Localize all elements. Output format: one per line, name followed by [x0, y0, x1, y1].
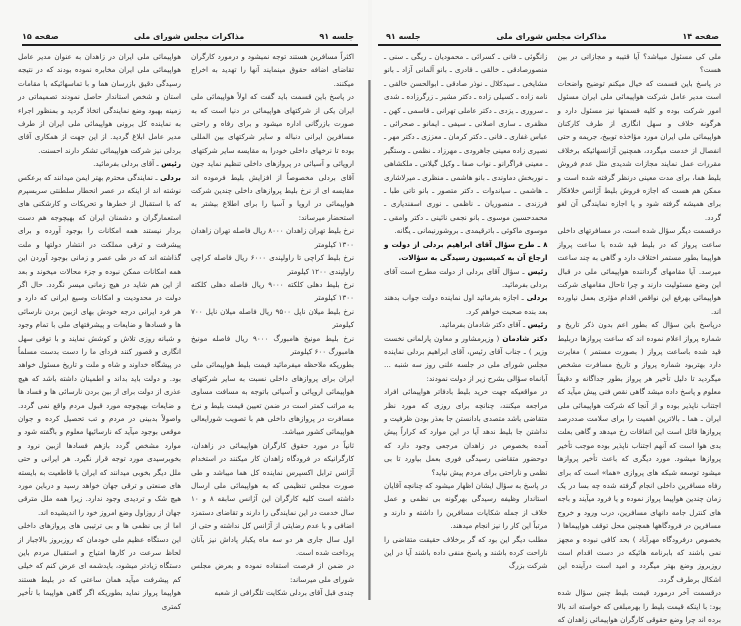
paragraph [384, 318, 548, 331]
paragraph-text: در پاسخ به سؤال ایشان اظهار میشود که چنانچه آقایان استاندار وظیفه رسیدگی بهرگونه بی نظمی و عمل خلاف از جمله شکایات مسافرین را داشته و دارند و مرتباً این کار را نیز انجام میدهند. [384, 481, 548, 531]
paragraph [18, 171, 181, 520]
right-page [372, 0, 741, 625]
paragraph [384, 385, 548, 479]
session-label: جلسه ۹۱ [386, 31, 421, 41]
paragraph [191, 90, 354, 224]
paragraph [558, 224, 722, 318]
paragraph-text: نرخ بلیط میلان ناپل ۹۵۰۰ ریال فاصله میلان ناپل ۷۰۰ کیلومتر [191, 306, 354, 330]
paragraph-text: چندی قبل آقای بردلی شکایت تلگرافی از شعبه [214, 588, 354, 598]
paragraph-text: اما از بی نظمی ها و بی ترتیبی های پروازهای داخلی این دستگاه عظیم ملی خودمان که روزبروز بالاجبار از لحاظ سرعت در کارها امتیاج و استقبال مردم باین دستگاه زیادتر میشود، بایدشمه ای عرض کنم که خیلی کم پیشرفت میآید همان ساعتی که در بلیط هستند هواپیما پرواز نماید بطوریکه اگر گاهی هواپیما با تأخیر کمتری [18, 521, 181, 611]
page-number: صفحه ۱۵ [22, 31, 59, 41]
paragraph-text: درپاسخ باین سؤال که بطور اعم بدون ذکر تاریخ و شماره پرواز اعلام نموده اند که ساعت پروازها دربلیط قید شده باساعت پرواز ( بصورت مستمر ) مغایرت دارد بهتربود شماره پرواز و تاریخ مسافرت مشخص میگردید تا دلیل تأخیر هر پرواز بطور جداگانه و دقیقاً معلوم و پاسخ داده میشد گاهی نقص فنی پیش میآید که اجتناب ناپذیر بوده و از آنجا که شرکت هواپیمائی ملی ایران ـ هما ـ بالاترین اهمیت را برای سلامت صددرصد پروازها قائل است این اتفاقات رخ میدهد و گاهی بعلت بدی هوا است که آنهم اجتناب ناپذیر بوده موجب تأخیر پروازها میشود. مورد دیگری که باعث تأخیر پروازها میشود توسعه شبکه های پروازی «هما» است که برای رفاه مسافرین داخلی انجام گرفته شده چه بسا در یک زمان چندین هواپیما پرواز نموده و یا فرود میآیند و باجه های کنترل جامه دانهای مسافرین، درب ورود و خروج مسافرین در فرودگاهها همچنین محل توقف هواپیماها ( بخصوص درفرودگاه مهرآباد ) بحد کافی نبوده و مجهز نمی باشند که بابرنامه هائیکه در دست اقدام است روزبروز وضع بهتر میگردد و امید است درآینده این اشکال برطرف گردد. [557, 320, 721, 584]
paragraph-text: ـ سؤال آقای بردلی از دولت مطرح است آقای بردلی بفرمائید. [384, 266, 548, 289]
left-page-header [22, 28, 354, 44]
paragraph [191, 332, 354, 359]
paragraph [384, 291, 548, 318]
running-title: مذاکرات مجلس شورای ملی [496, 31, 607, 41]
right-page-header [386, 28, 719, 44]
paragraph-text: بطوریکه ملاحظه میفرمائید قیمت بلیط هواپیمائی ملی ایران برای پروازهای داخلی نسبت به سایر شرکتهای هواپیمائی اروپائی و آسیائی باتوجه به مسافت مساوی به مراتب کمتر است در ضمن تعیین قیمت بلیط و نرخ مسافرت در پروازهای داخلی هم با تصویب شورایعالی هواپیمائی کشور میباشد. [191, 360, 354, 437]
left-page-columns [18, 50, 355, 611]
paragraph-text: ـ اجازه بفرمائید اول نماینده دولت جواب بدهند بعد بنده صحبت خواهم کرد. [384, 293, 548, 316]
paragraph-text: در ضمن از فرصت استفاده نموده و بعرض مجلس شورای ملی میرساند: [191, 561, 354, 584]
paragraph [191, 224, 354, 251]
right-page-left-column [557, 50, 722, 625]
paragraph [191, 559, 354, 586]
running-title: مذاکرات مجلس شورای ملی [133, 31, 245, 41]
paragraph-text: اکثراً مسافرین هستند توجه نمیشود و درمورد کارگران تقاضای اضافه حقوق مینمایند آنها را تهدید به اخراج میکنند. [191, 52, 354, 88]
book-spine [368, 80, 371, 600]
paragraph-text: زانگوئی ـ فانی ـ کسرائی ـ محمودیان ـ ریگی ـ سنی ـ منصورصادقی ـ خالقی ـ قادری ـ بانو آلمانی آزاد ـ بانو مشایخی ـ سیدکلال ـ نوذر صادقی ـ ابوالحسن خالقی ـ نامه زاده ـ کسیلی زاده ـ دکتر مشیر ـ زرگرزاده ـ شدی ـ سروری ـ یزدی ـ دکتر عاملی تهرانی ـ قاسمی ـ کهن ـ مظفری ـ ساری اصلانی ـ سیفی ـ ایمانو ـ صحرائی ـ عباس غفاری ـ فانی ـ دکتر کرمان ـ معززی ـ دکتر مهر ـ نصیری زاده معینی جاهرودی ـ مهرزاد ـ نظمی ـ وستگیر ـ معینی فراگرانو ـ نواب صفا ـ وکیل گیلانی ـ ملکشاهی ـ نوربخش دماوندی ـ بانو هاشمی ـ منظری ـ میرلاشاری ـ هاشمی ـ سیاندوات ـ دکتر متصور ـ بانو تاتی طبا ـ فرزندی ـ منصوریان ـ ناظمی ـ نوری اسفندیاری ـ محمدحسین موسوی ـ بانو نجمی نائینی ـ دکتر وامقی ـ موسوی ماکوئی ـ باترقیمدی ـ بروشورنیمانی ـ یگانه. [384, 52, 548, 236]
paragraph-text: در مواقعیکه جهت خرید بلیط بادفاتر هواپیمائی افراد مراجعه میکنند، چنانچه برای روزی که مورد نظر متقاضی باشد متصدی بادانستن جا بعذر بودن ظرفیت و نداشتن جا بلیط ندهد آیا در این موارد که کراراً پیش آمده بخصوص در زاهدان مرجعی وجود دارد که دوحضور متقاضی رسیدگی فوری بعمل بیاورد تا بی نظمی و ناراحتی برای مردم پیش نیاید؟ [384, 387, 548, 477]
session-label: جلسه ۹۱ [319, 31, 354, 41]
speaker-name: دکتر شادمان [499, 333, 548, 343]
paragraph-text: نرخ بلیط مونیخ هامبورگ ۹۰۰۰ ریال فاصله مونیخ هامبورگ ۶۰۰ کیلومتر [191, 333, 355, 356]
paragraph [191, 586, 354, 599]
paragraph [558, 318, 722, 586]
paragraph-text: هواپیمائی ملی ایران در زاهدان به عنوان مدیر عامل هواپیمائی ملی ایران مخابره نموده بودند که در نتیجه رسیدگی دقیق بازرسان هما و با تماسهائیکه با مقامات استان و شخص استاندار حاصل نمودند تصمیماتی در زمینه بهبود وضع نمایندگی اتخاذ گردید و بمنظور اجراء به نماینده کل برونی هواپیمائی ملی ایران از طرف مدیر عامل ابلاغ گردید. از این جهت از همکاری آقای بردلی نیز شرکت هواپیمائی تشکر دارند احسنت. [18, 52, 181, 155]
paragraph [191, 251, 354, 278]
paragraph [384, 265, 548, 292]
paragraph [18, 157, 181, 170]
agenda-item-title [384, 238, 548, 265]
paragraph [384, 533, 548, 573]
header-rule [22, 44, 358, 46]
paragraph [558, 77, 722, 224]
paragraph [191, 358, 354, 438]
item-title-text: ۸ ـ طرح سؤال آقای ابراهیم بردلی از دولت و ارجاع آن به کمیسیون رسیدگی به سؤالات. [384, 239, 548, 263]
paragraph-text: ( وزیرمشاور و معاون پارلمانی نخست وزیر ) ـ جناب آقای رئیس، آقای ابراهیم بردلی نماینده مجلس شورای ملی در جلسه علنی روز سه شنبه ... آبانماه سؤالی بشرح زیر از دولت نمودند: [384, 333, 548, 383]
paragraph-text: ـ آقای بردلی بفرمائید. [93, 159, 159, 169]
paragraph [384, 50, 548, 238]
paragraph [191, 278, 354, 305]
paragraph [191, 50, 354, 90]
speaker-name: بردلی [523, 293, 548, 303]
paragraph-text: نرخ بلیط دهلی کلکته ۹۰۰۰ ریال فاصله دهلی کلکته ۱۳۰۰ کیلومتر [191, 279, 354, 303]
paragraph [18, 519, 181, 613]
page-number: صفحه ۱۴ [682, 31, 719, 41]
paragraph [191, 305, 354, 332]
paragraph-text: در پاسخ باین قسمت باید گفت که اولاً هواپیمائی ملی ایران یکی از شرکتهای هواپیمائی در دنیا است که به صورت بازرگانی اداره میشود و برای رفاه و راحتی مسافرین ایرانی دنباله و سایر شرکتهای بین المللی بوده تا نرخهای داخلی خودرا به مقایسه سایر شرکتهای اروپائی و آسیائی در پروازهای داخلی تنظیم نماید جون آقای بردلی مخصوصاً از افزایش بلیط فرموده اند مقایسه ای از نرخ بلیط پروازهای داخلی چندین شرکت هواپیمائی در اروپا و آسیا را برای اطلاع بیشتر به استحضار میرساند: [191, 92, 354, 222]
paragraph-text: ثانیاً در مورد حقوق کارگران هواپیمائی در زاهدان، کارگرانیکه در فرودگاه زاهدان کار میکنند در استخدام آژانس ترابل اکسپرس نماینده کل هما میباشد و طی صورت مجلس تنظیمی که به هواپیمائی ملی ارسال داشته است کلیه کارگران این آژانس سابقه ۸ و ۱۰ سال خدمت در این نمایندگی را دارند و تقاضای دستمزد اضافی و با عدم رضایتی از آژانس کل نداشته و حتی از اول سال جاری هر دو سه ماه یکبار پاداش نیز بآنان پرداخت شده است. [191, 440, 354, 558]
speaker-name: رئیس [158, 159, 181, 169]
paragraph-text: نرخ بلیط کراچی تا راولپندی ۶۰۰۰ ریال فاصله کراچی راولپندی ۱۲۰۰ کیلومتر [191, 253, 354, 276]
paragraph-text: نرخ بلیط تهران زاهدان ۸۰۰۰ ریال فاصله تهران زاهدان ۱۳۰۰ کیلومتر [191, 226, 354, 249]
paragraph-text: درقسمت آخر درمورد قیمت بلیط چنین سؤال شده بود: با اینکه قیمت بلیط را بهرمبلغی که خواسته اند بالا برده اند چرا وضع حقوقی کارگران هواپیمائی زاهدان که [557, 588, 721, 625]
paragraph [384, 332, 548, 386]
paragraph [558, 586, 722, 626]
paragraph [18, 50, 181, 157]
left-page-left-column [191, 50, 355, 598]
paragraph-text: ـ آقای دکتر شادمان بفرمائید. [439, 320, 526, 330]
header-rule [378, 44, 721, 46]
right-page-columns [384, 50, 721, 625]
speaker-name: رئیس [524, 266, 548, 276]
right-page-right-column [384, 50, 548, 571]
paragraph-text: درقسمت دیگر سؤال شده است، در مسافرتهای داخلی ساعت پرواز که در بلیط قید شده با ساعت پرواز هواپیما بطور مستمر اختلاف دارد و گاهی به چند ساعت میرسد. آیا مقامهای گرداننده هواپیمائی ملی در قبال این وضع مسئولیت دارند و چرا تاحال مقامهای شرکت هواپیمائی بهرفع این نواقص اقدام مؤثری بعمل نیاورده اند. [557, 226, 721, 316]
paragraph [384, 479, 548, 533]
speaker-name: رئیس [525, 320, 548, 330]
paragraph-text: در پاسخ باین قسمت که خیال میکنم توضیح واضحات است مدیر عامل شرکت هواپیمائی ملی ایران مسئول امور شرکت بوده و کلیه قسمتها نیز مسئول دارد و هرگونه خلاف و سهل انگاری از طرف کارکنان هواپیمائی ملی ایران مورد مؤاخذه توبیخ، جریمه و حتی انفصال از خدمت میگردد، همچنین آژانسهائیکه برخلاف مقررات عمل نمایند مجازات شدیدی مثل عدم فروش بلیط هما، برای مدت معینی درنظر گرفته شده است و ممکن هم هست که اجازه فروش بلیط آژانس خلافکار برای همیشه گرفته شود و یا اجازه نمایندگی آن لغو گردد. [557, 78, 721, 222]
left-page [0, 0, 368, 611]
paragraph-text: ـ نمایندگی محترم بهتر ایمن میدانند که برعکس نوشته اند از اینکه در عصر انحطار سلطنتی سربسپرم که با استقبال از خطرها و تحریکات و کارشکنی های استعمارگران و دشمنان ایران که بهیچوجه هم دست بردار نیستند همه امکانات را بوجود آورده و برای پیشرفت و ترقی مملکت در انتشار دولتها و ملت گذاشته اند که در طی عصر و زمانی بوجود آوردن این همه امکانات ممکن نبوده و جزء محالات میخوند و بعد از این هم شاید در هیچ زمانی میسر نگردد. حال اگر دولت در محدودیت و امکانات وسیع ایرانی که دارد و هر فرد ایرانی درجه خودش بهای ازبین بردن نارسائی ها و فسادها و ضایعات و پیشرفتهای ملی با تمام وجود و شبانه روزی تلاش و کوشش نمایند و با توقی سهل انگاری و قصور کنند فردای ما را دست بدست مسلماً در پیشگاه خداوند و شاه و ملت و تاریخ مسئول خواهد بود. و دولت باید بداند و اطمینان داشته باشد که هیچ عذری از دولت برای از بین بردن نارسائی ها و فساد ها و ضایعات بهیچوجه مورد قبول مردم واقع نمی گردد. واصولاً بدبینی در مردم و تب تحصیل کرده و جوان موقعی بوجود میآید که نارسائیها معلوم و باگفته شود و موارد مشخص گردد بازهم فسادها ازبین نرود و بخوبرسیدی مورد توجه قرار نگیرد. هر ایرانی و حتی ملل دیگر بخوبی میدانند که ایران با قاطعیت به بایسته های صنعتی و ترقی جهان خواهد رسید و درباین مورد هیچ شک و تردیدی وجود ندارد. زیرا همه ملل مترقی جهان از روزاول وضع امروز خود را اندیشیده اند. [18, 172, 181, 517]
paragraph [191, 439, 354, 560]
paragraph [558, 50, 722, 77]
paragraph-text: ملی کی مسئول میباشد؟ آیا قتیبه و مجازاتی در بین هست؟ [557, 52, 721, 75]
paragraph-text: مطلب دیگر این بود که گر برخلاف حقیقت متقاضی را ناراحت کرده باشند و پاسخ منفی داده باشند آیا در این شرکت بزرگ [384, 534, 548, 571]
speaker-name: بردلی [157, 172, 181, 182]
left-page-right-column [18, 50, 181, 611]
